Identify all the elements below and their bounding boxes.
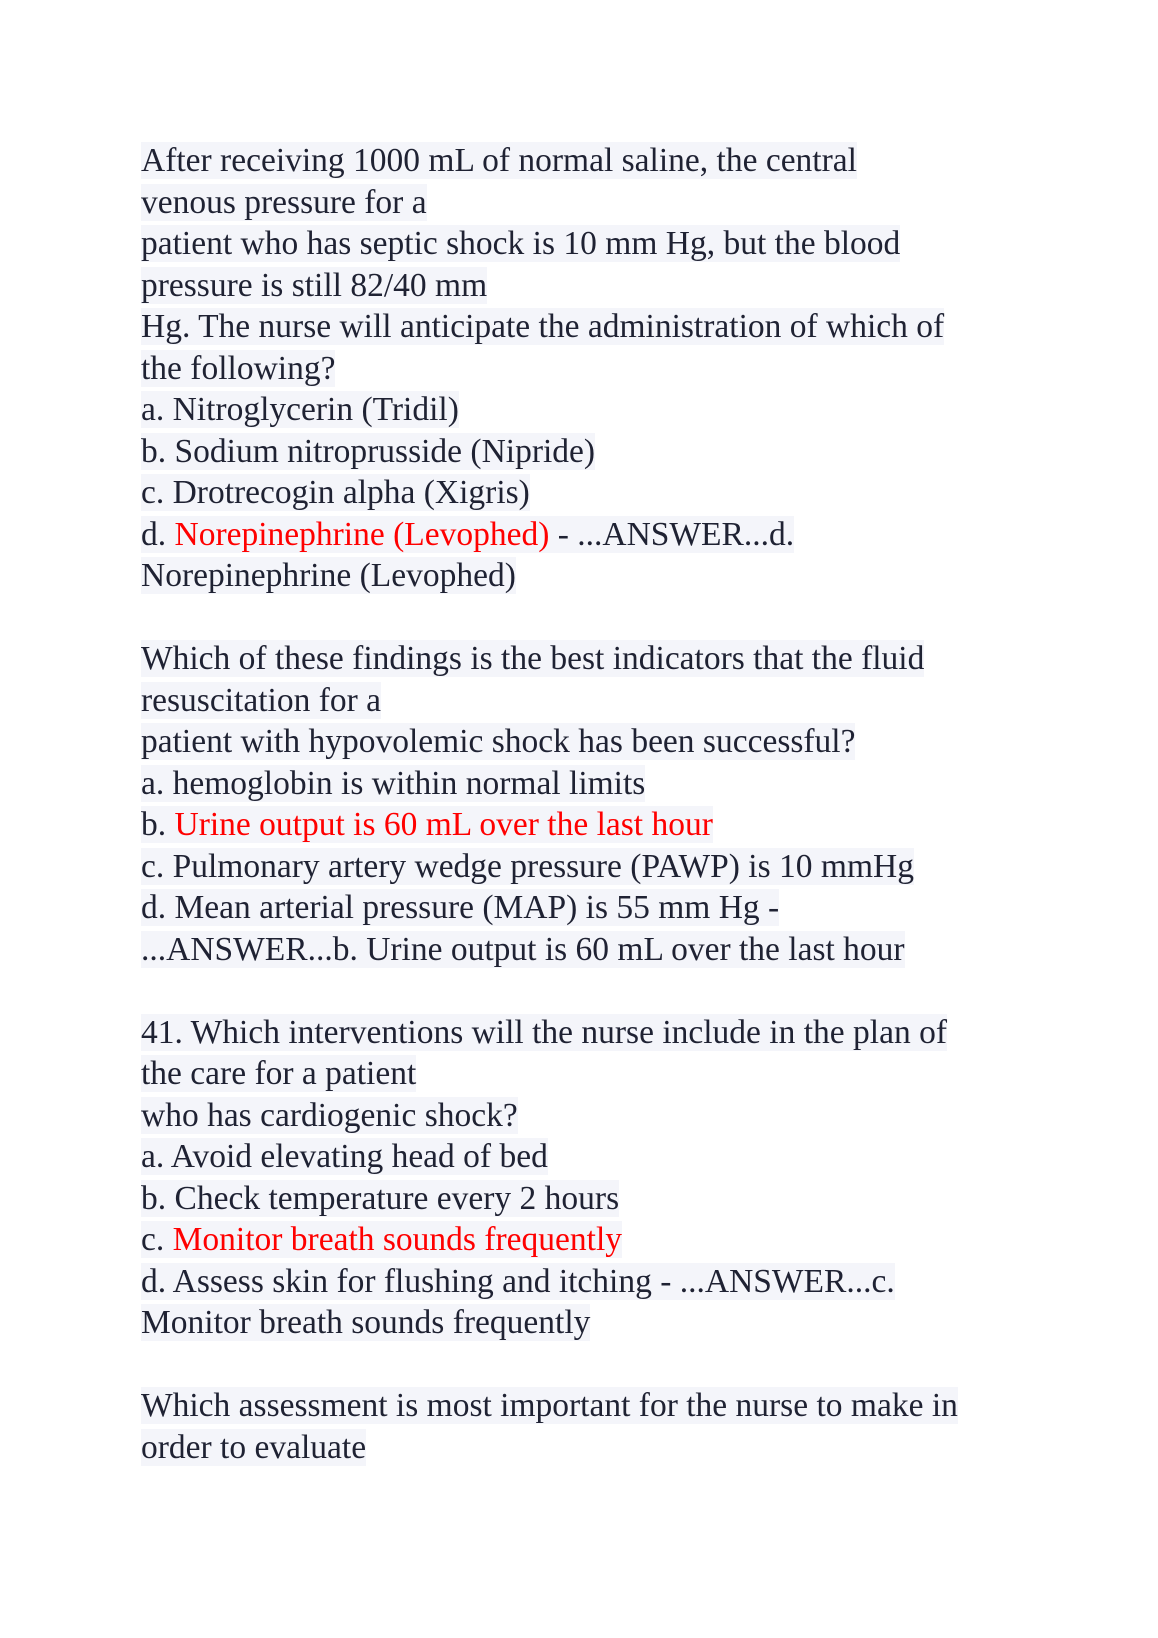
- question-2-line-3: patient with hypovolemic shock has been successful?: [141, 723, 856, 760]
- question-2-option-d: d. Mean arterial pressure (MAP) is 55 mm Hg -: [141, 889, 780, 926]
- question-2-option-c: c. Pulmonary artery wedge pressure (PAWP) is 10 mmHg: [141, 847, 914, 885]
- option-c-prefix: c.: [141, 1221, 173, 1258]
- question-3-line-3: who has cardiogenic shock?: [141, 1096, 518, 1134]
- question-3-answer: Monitor breath sounds frequently: [141, 1304, 591, 1341]
- correct-answer-highlight: Monitor breath sounds frequently: [172, 1221, 622, 1258]
- spacer: [141, 597, 1041, 639]
- spacer: [141, 970, 1041, 1012]
- question-1-line-5: Hg. The nurse will anticipate the administration of which of: [141, 308, 945, 345]
- question-3-option-c: [141, 1219, 1041, 1261]
- correct-answer-highlight: Norepinephrine (Levophed): [174, 515, 550, 553]
- question-2-answer: ...ANSWER...b. Urine output is 60 mL over the last hour: [141, 930, 905, 968]
- question-3-option-b: b. Check temperature every 2 hours: [141, 1179, 620, 1217]
- question-1-line-2: venous pressure for a: [141, 183, 427, 221]
- question-3-option-a: a. Avoid elevating head of bed: [141, 1138, 548, 1175]
- question-1-option-c: c. Drotrecogin alpha (Xigris): [141, 474, 530, 511]
- question-1-line-3: patient who has septic shock is 10 mm Hg, but the blood: [141, 225, 901, 262]
- question-1: [141, 140, 1041, 597]
- question-2-option-b: [141, 804, 1041, 846]
- question-3-option-d: d. Assess skin for flushing and itching - ...ANSWER...c.: [141, 1262, 895, 1300]
- question-3-line-1: 41. Which interventions will the nurse include in the plan of: [141, 1013, 947, 1051]
- question-1-answer: Norepinephrine (Levophed): [141, 557, 516, 594]
- spacer: [141, 1344, 1041, 1386]
- question-3: [141, 1012, 1041, 1344]
- question-1-option-d: [141, 514, 1041, 556]
- question-4: [141, 1385, 1041, 1468]
- question-1-option-b: b. Sodium nitroprusside (Nipride): [141, 432, 596, 470]
- question-4-line-1: Which assessment is most important for the nurse to make in: [141, 1387, 958, 1424]
- answer-marker: - ...ANSWER...d.: [549, 515, 795, 553]
- question-2: [141, 638, 1041, 970]
- question-1-line-6: the following?: [141, 349, 336, 387]
- correct-answer-highlight: Urine output is 60 mL over the last hour: [174, 806, 713, 843]
- option-d-prefix: d.: [141, 515, 175, 553]
- option-b-prefix: b.: [141, 806, 175, 843]
- question-1-line-1: After receiving 1000 mL of normal saline, the central: [141, 142, 857, 179]
- question-2-line-1: Which of these findings is the best indicators that the fluid: [141, 640, 925, 677]
- question-2-line-2: resuscitation for a: [141, 681, 381, 719]
- document-page: [141, 140, 1041, 1468]
- question-4-line-2: order to evaluate: [141, 1428, 367, 1466]
- question-1-option-a: a. Nitroglycerin (Tridil): [141, 391, 459, 428]
- question-2-option-a: a. hemoglobin is within normal limits: [141, 764, 646, 802]
- question-1-line-4: pressure is still 82/40 mm: [141, 266, 488, 304]
- question-3-line-2: the care for a patient: [141, 1055, 417, 1092]
